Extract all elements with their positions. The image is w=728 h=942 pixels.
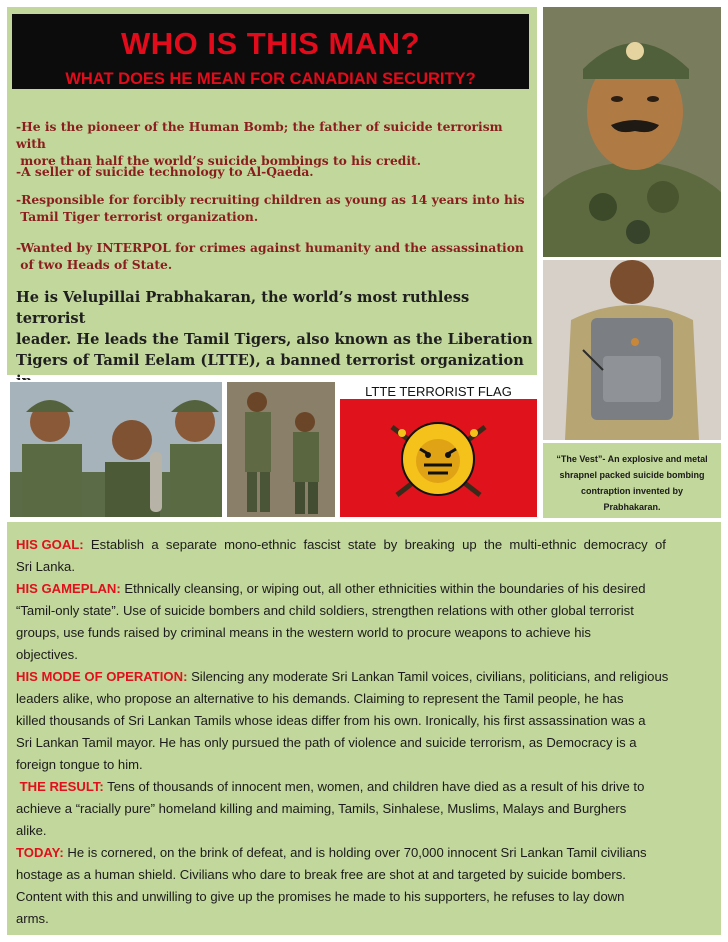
goal-section	[16, 534, 712, 578]
identity-line-3: Tigers of Tamil Eelam (LTTE), a banned terrorist organization	[16, 352, 524, 369]
today-section	[16, 842, 712, 930]
result-line-1	[16, 776, 712, 798]
result-text-1: Tens of thousands of innocent men, women, and children have died as a result of his drive to	[103, 779, 645, 794]
result-section	[16, 776, 712, 842]
vest-illustration	[543, 260, 721, 440]
goal-text-1: Establish a separate mono-ethnic fascist state by breaking up the multi-ethnic democracy of	[83, 537, 666, 552]
operation-label: HIS MODE OF OPERATION:	[16, 669, 188, 684]
portrait-illustration	[543, 7, 721, 257]
operation-text-1: Silencing any moderate Sri Lankan Tamil voices, civilians, politicians, and religious	[187, 669, 669, 684]
bullet-4-line-2: of two Heads of State.	[16, 257, 173, 272]
ltte-flag	[340, 399, 537, 517]
today-text-3: Content with this and unwilling to give up the promises he made to his supporters, he refuses to lay down	[16, 889, 625, 904]
today-text-2: hostage as a human shield. Civilians who dare to break free are shot at and targeted by suicide bombers.	[16, 867, 626, 882]
bullet-4-line-1: -Wanted by INTERPOL for crimes against humanity and the assassination	[16, 240, 524, 255]
identity-line-2: leader. He leads the Tamil Tigers, also known as the Liberation	[16, 331, 533, 348]
operation-line-1	[16, 666, 712, 688]
vest-caption-panel	[543, 443, 721, 518]
goal-text-2: Sri Lanka.	[16, 559, 75, 574]
bullet-3-line-2: Tamil Tiger terrorist organization.	[16, 209, 259, 224]
result-text-3: alike.	[16, 823, 47, 838]
today-line-1	[16, 842, 712, 864]
title-box	[12, 14, 529, 89]
gameplan-label: HIS GAMEPLAN:	[16, 581, 121, 596]
bullet-4	[16, 239, 531, 273]
child-soldiers-illustration	[10, 382, 222, 517]
bullet-2-line-1: -A seller of suicide technology to Al-Qaeda.	[16, 164, 314, 179]
tiger-emblem-icon	[340, 399, 537, 517]
operation-section	[16, 666, 712, 776]
vest-caption	[547, 451, 717, 515]
flag-label: LTTE TERRORIST FLAG	[365, 384, 512, 399]
result-text-2: achieve a “racially pure” homeland killing and maiming, Tamils, Sinhalese, Muslims, Malays and Burghers	[16, 801, 627, 816]
today-label: TODAY:	[16, 845, 64, 860]
subheadline: WHAT DOES HE MEAN FOR CANADIAN SECURITY?	[65, 70, 476, 88]
goal-line-1	[16, 534, 712, 556]
goal-label: HIS GOAL:	[16, 537, 84, 552]
today-text-1: He is cornered, on the brink of defeat, and is holding over 70,000 innocent Sri Lankan Tamil civilians	[63, 845, 647, 860]
operation-text-2: leaders alike, who propose an alternative to his demands. Claiming to represent the Tamil people, he has	[16, 691, 624, 706]
vest-caption-line-3: contraption invented by	[580, 486, 683, 496]
operation-text-4: Sri Lankan Tamil mayor. He has only pursued the path of violence and suicide terrorism, as Democracy is a	[16, 735, 637, 750]
soldiers-illustration	[227, 382, 335, 517]
vest-caption-line-1: “The Vest”- An explosive and metal	[556, 454, 708, 464]
operation-text-3: killed thousands of Sri Lankan Tamils whose ideas differ from his own. Ironically, his first assassination was a	[16, 713, 646, 728]
bullet-1-line-2: more than half the world’s suicide bombings to his credit.	[16, 153, 422, 168]
gameplan-section	[16, 578, 712, 666]
portrait-photo	[543, 7, 721, 257]
vest-photo	[543, 260, 721, 440]
soldiers-photo	[227, 382, 335, 517]
gameplan-text-3: groups, use funds raised by criminal means in the western world to procure weapons to achieve his	[16, 625, 591, 640]
gameplan-text-4: objectives.	[16, 647, 78, 662]
bullet-3	[16, 191, 531, 225]
bullet-1-line-1: -He is the pioneer of the Human Bomb; the father of suicide terrorism with	[16, 119, 503, 151]
vest-caption-line-2: shrapnel packed suicide bombing	[559, 470, 705, 480]
headline: WHO IS THIS MAN?	[120, 26, 421, 61]
gameplan-text-1: Ethnically cleansing, or wiping out, all other ethnicities within the boundaries of his desired	[120, 581, 646, 596]
vest-caption-line-4: Prabhakaran.	[603, 502, 661, 512]
gameplan-text-2: “Tamil-only state”. Use of suicide bombers and child soldiers, strengthen relations with other global terrorist	[16, 603, 634, 618]
today-text-4: arms.	[16, 911, 49, 926]
operation-text-5: foreign tongue to him.	[16, 757, 143, 772]
bullet-1	[16, 118, 531, 169]
gameplan-line-1	[16, 578, 712, 600]
flag-panel	[340, 382, 537, 517]
child-soldiers-photo	[10, 382, 222, 517]
identity-line-1: He is Velupillai Prabhakaran, the world’s most ruthless terrorist	[16, 289, 470, 327]
result-label: THE RESULT:	[16, 779, 104, 794]
bullet-3-line-1: -Responsible for forcibly recruiting children as young as 14 years into his	[16, 192, 525, 207]
bullet-2	[16, 163, 531, 180]
